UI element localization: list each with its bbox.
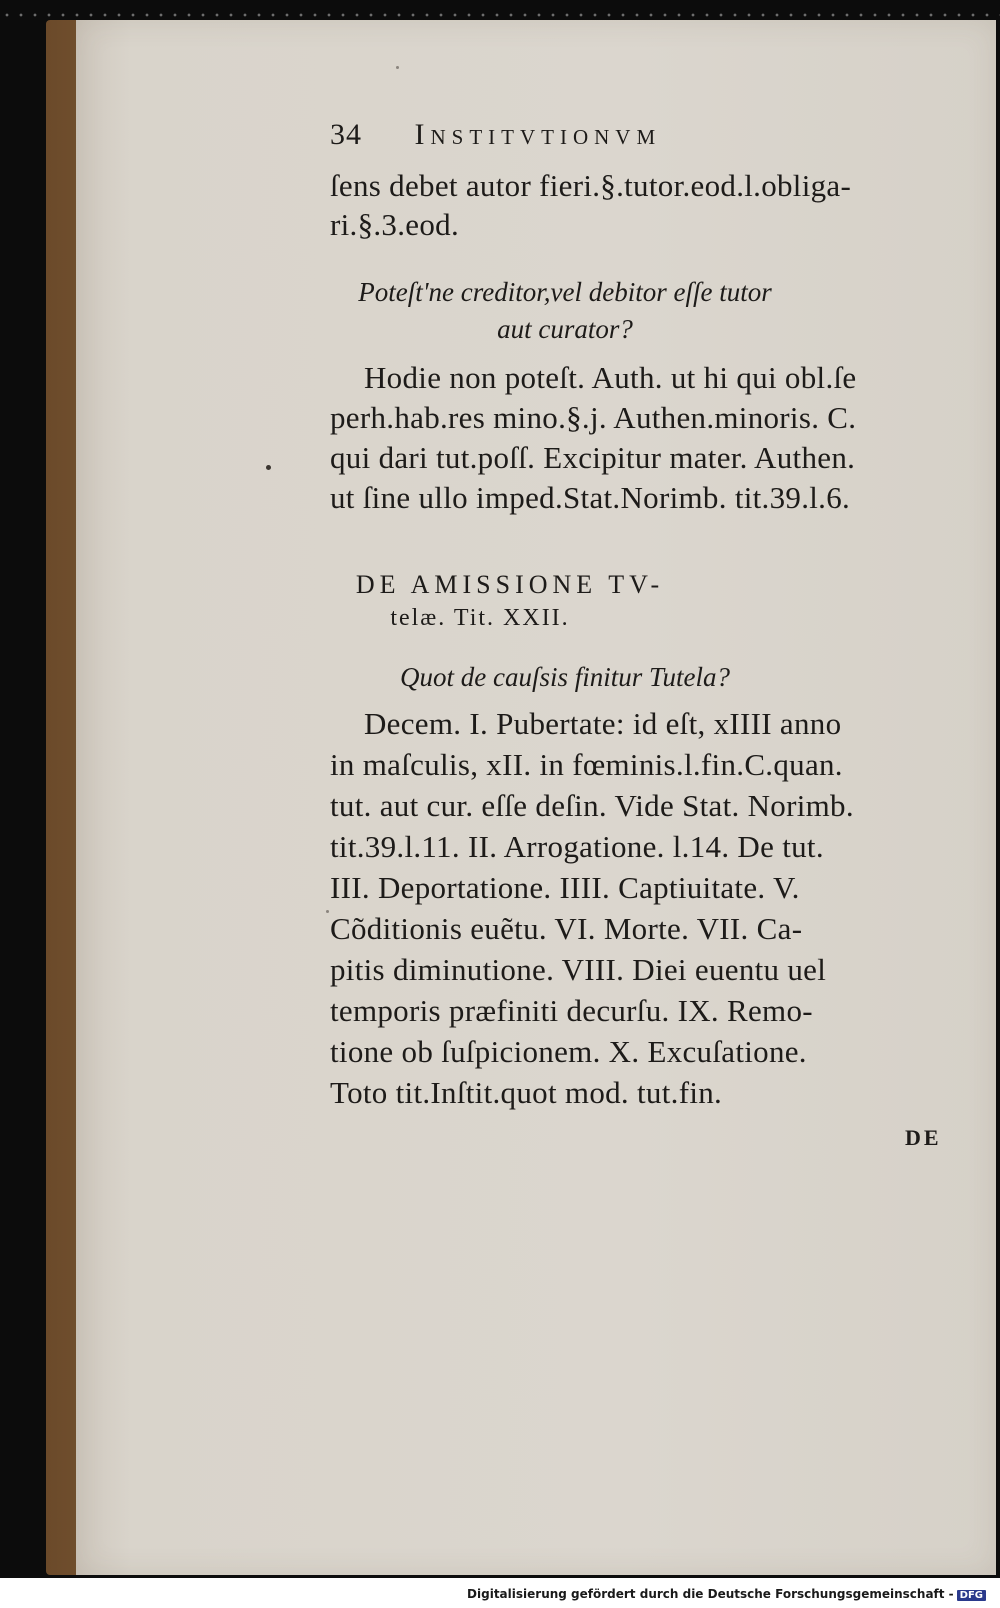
body-line: ſens debet autor fieri.§.tutor.eod.l.obliga- <box>330 168 852 203</box>
question-line: aut curator? <box>497 314 633 344</box>
answer-line: tione ob ſuſpicionem. X. Excuſatione. <box>330 1034 807 1069</box>
answer-line: qui dari tut.poſſ. Excipitur mater. Authen. <box>330 440 856 475</box>
answer-line: perh.hab.res mino.§.j. Authen.minoris. C. <box>330 400 857 435</box>
scan-border-dots <box>0 12 1000 18</box>
answer-line: pitis diminutione. VIII. Diei euentu uel <box>330 952 827 987</box>
question-line: Quot de cauſsis finitur Tutela? <box>399 662 730 692</box>
dfg-logo: DFG <box>957 1590 986 1601</box>
body-line: ri.§.3.eod. <box>330 207 459 242</box>
question-line: Poteſt'ne creditor,vel debitor eſſe tutor <box>358 277 772 307</box>
paper-speck <box>266 465 271 470</box>
answer-line: Cõditionis euẽtu. VI. Morte. VII. Ca- <box>330 911 803 946</box>
paper-speck <box>326 910 329 913</box>
answer-line: III. Deportatione. IIII. Captiuitate. V. <box>330 870 800 905</box>
answer-line: Hodie non poteſt. Auth. ut hi qui obl.ſe <box>364 360 857 395</box>
answer-line: tit.39.l.11. II. Arrogatione. l.14. De tut. <box>330 829 824 864</box>
paper-speck <box>396 66 399 69</box>
answer-line: tut. aut cur. eſſe deſin. Vide Stat. Norimb. <box>330 788 854 823</box>
answer-line: Toto tit.Inſtit.quot mod. tut.fin. <box>330 1075 723 1110</box>
section-heading: DE AMISSIONE TV- <box>355 570 665 599</box>
running-head <box>330 118 661 152</box>
answer-line: Decem. I. Pubertate: id eſt, xIIII anno <box>364 706 842 741</box>
page-number: 34 <box>330 118 362 151</box>
answer-line: ut ſine ullo imped.Stat.Norimb. tit.39.l.6. <box>330 480 851 515</box>
answer-line: in maſculis, xII. in fœminis.l.fin.C.quan. <box>330 747 843 782</box>
catchword: DE <box>905 1125 942 1150</box>
running-title: Institvtionvm <box>414 118 662 151</box>
footer-text: Digitalisierung gefördert durch die Deutsche Forschungsgemeinschaft - <box>467 1587 954 1601</box>
footer-credit <box>467 1587 986 1601</box>
answer-line: temporis præfiniti decurſu. IX. Remo- <box>330 993 813 1028</box>
section-heading-cont: telæ. Tit. XXII. <box>390 605 570 631</box>
